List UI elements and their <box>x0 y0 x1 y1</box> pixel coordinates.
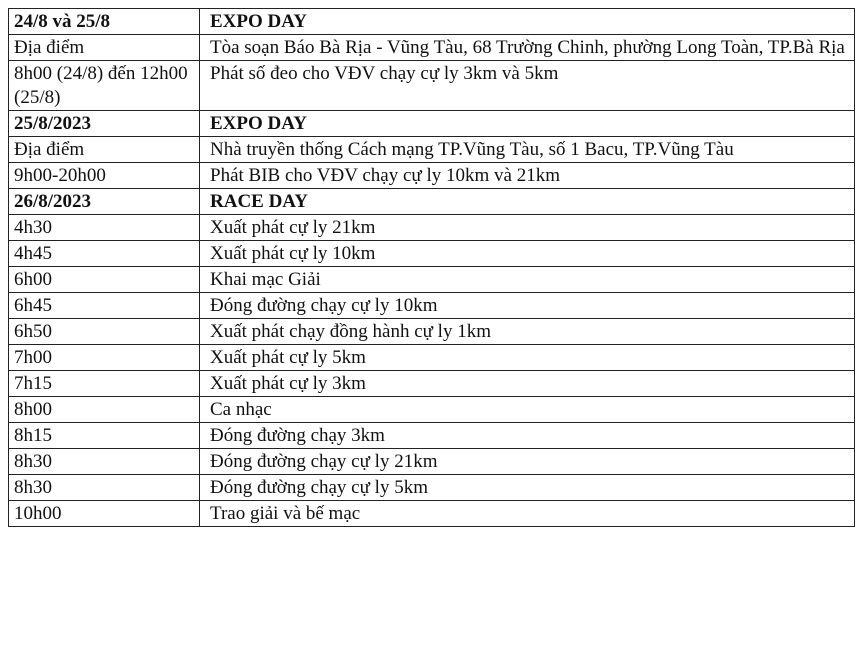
time-cell: 8h00 (24/8) đến 12h00 (25/8) <box>9 61 200 111</box>
activity-cell: Ca nhạc <box>200 397 855 423</box>
table-row <box>9 475 855 501</box>
event-schedule-table <box>8 8 855 527</box>
time-cell: 8h00 <box>9 397 200 423</box>
activity-cell: Tòa soạn Báo Bà Rịa - Vũng Tàu, 68 Trường Chinh, phường Long Toàn, TP.Bà Rịa <box>200 35 855 61</box>
time-cell: Địa điểm <box>9 137 200 163</box>
activity-cell: Đóng đường chạy 3km <box>200 423 855 449</box>
section-title: EXPO DAY <box>200 9 855 35</box>
activity-cell: Phát BIB cho VĐV chạy cự ly 10km và 21km <box>200 163 855 189</box>
table-row <box>9 423 855 449</box>
table-row <box>9 35 855 61</box>
time-cell: 8h30 <box>9 475 200 501</box>
table-row <box>9 163 855 189</box>
time-cell: 6h50 <box>9 319 200 345</box>
activity-cell: Đóng đường chạy cự ly 10km <box>200 293 855 319</box>
activity-cell: Nhà truyền thống Cách mạng TP.Vũng Tàu, số 1 Bacu, TP.Vũng Tàu <box>200 137 855 163</box>
table-row <box>9 501 855 527</box>
table-row <box>9 293 855 319</box>
section-date: 26/8/2023 <box>9 189 200 215</box>
table-row <box>9 449 855 475</box>
time-cell: 6h45 <box>9 293 200 319</box>
activity-cell: Phát số đeo cho VĐV chạy cự ly 3km và 5km <box>200 61 855 111</box>
table-row <box>9 319 855 345</box>
activity-cell: Đóng đường chạy cự ly 5km <box>200 475 855 501</box>
table-row <box>9 137 855 163</box>
table-row <box>9 267 855 293</box>
activity-cell: Xuất phát cự ly 21km <box>200 215 855 241</box>
activity-cell: Xuất phát cự ly 10km <box>200 241 855 267</box>
section-date: 25/8/2023 <box>9 111 200 137</box>
table-row <box>9 371 855 397</box>
table-row <box>9 61 855 111</box>
table-row <box>9 397 855 423</box>
section-header-row <box>9 9 855 35</box>
time-cell: Địa điểm <box>9 35 200 61</box>
time-cell: 7h00 <box>9 345 200 371</box>
time-cell: 4h30 <box>9 215 200 241</box>
time-cell: 4h45 <box>9 241 200 267</box>
activity-cell: Đóng đường chạy cự ly 21km <box>200 449 855 475</box>
time-cell: 10h00 <box>9 501 200 527</box>
table-row <box>9 345 855 371</box>
activity-cell: Trao giải và bế mạc <box>200 501 855 527</box>
section-header-row <box>9 111 855 137</box>
section-title: EXPO DAY <box>200 111 855 137</box>
section-title: RACE DAY <box>200 189 855 215</box>
table-row <box>9 215 855 241</box>
time-cell: 8h30 <box>9 449 200 475</box>
time-cell: 6h00 <box>9 267 200 293</box>
activity-cell: Xuất phát chạy đồng hành cự ly 1km <box>200 319 855 345</box>
time-cell: 7h15 <box>9 371 200 397</box>
activity-cell: Xuất phát cự ly 3km <box>200 371 855 397</box>
section-header-row <box>9 189 855 215</box>
activity-cell: Xuất phát cự ly 5km <box>200 345 855 371</box>
time-cell: 9h00-20h00 <box>9 163 200 189</box>
table-row <box>9 241 855 267</box>
time-cell: 8h15 <box>9 423 200 449</box>
section-date: 24/8 và 25/8 <box>9 9 200 35</box>
activity-cell: Khai mạc Giải <box>200 267 855 293</box>
